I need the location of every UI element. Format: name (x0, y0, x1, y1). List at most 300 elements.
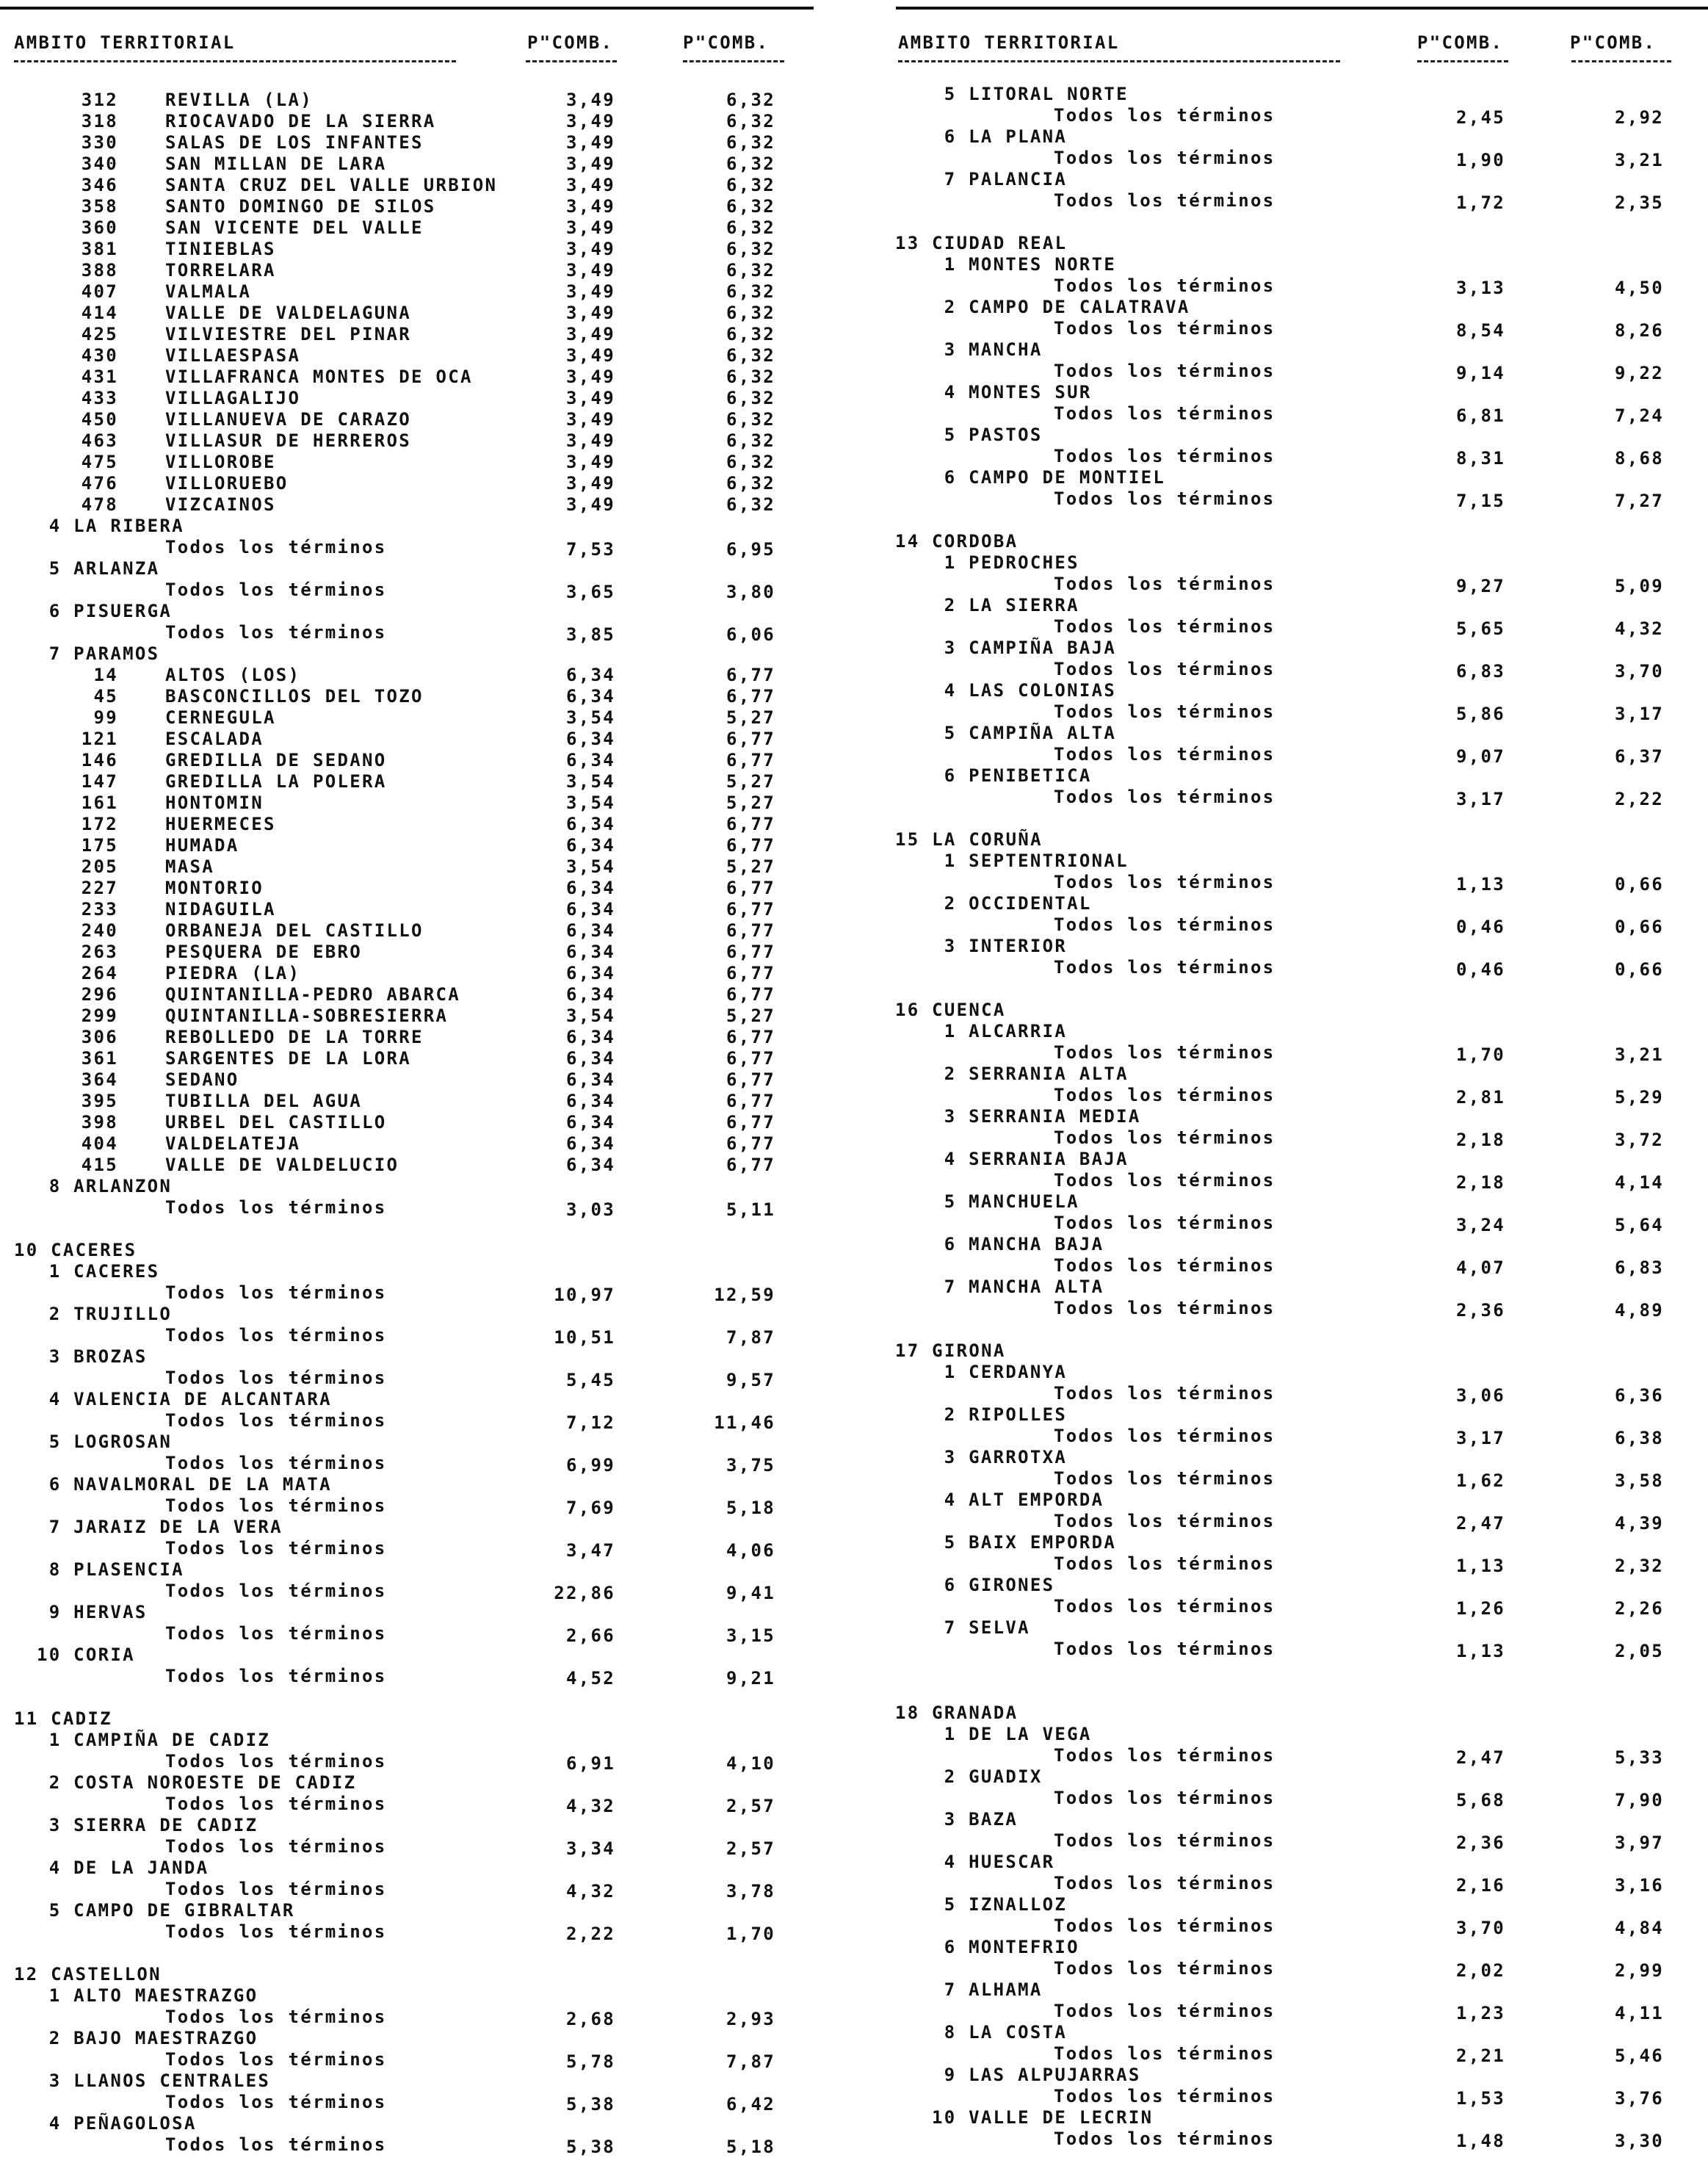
comarca-name: SEPTENTRIONAL (969, 851, 1129, 871)
value-pcomb-2: 7,87 (726, 1327, 775, 1348)
province-row (889, 1340, 1708, 1362)
municipio-code: 205 (81, 856, 118, 877)
comarca-row (889, 1575, 1708, 1596)
value-pcomb-1: 3,49 (566, 217, 615, 238)
municipio-row (0, 814, 815, 835)
value-pcomb-2: 6,77 (726, 1027, 775, 1047)
value-pcomb-1: 6,34 (566, 984, 615, 1005)
todos-row (0, 579, 815, 601)
value-pcomb-1: 1,70 (1456, 1044, 1505, 1065)
todos-label: Todos los términos (165, 1538, 387, 1559)
comarca-code: 4 (48, 516, 62, 536)
value-pcomb-2: 3,70 (1615, 661, 1664, 682)
municipio-code: 381 (81, 239, 118, 259)
comarca-code: 7 (944, 1617, 957, 1638)
value-pcomb-2: 2,35 (1615, 192, 1664, 213)
value-pcomb-2: 5,33 (1615, 1747, 1664, 1768)
value-pcomb-2: 2,93 (726, 2009, 775, 2029)
value-pcomb-1: 6,34 (566, 1133, 615, 1154)
value-pcomb-2: 4,50 (1615, 278, 1664, 298)
province-row (889, 233, 1708, 254)
comarca-code: 2 (48, 1304, 62, 1324)
todos-label: Todos los términos (1054, 275, 1275, 296)
todos-row (889, 872, 1708, 893)
todos-label: Todos los términos (165, 2049, 387, 2070)
todos-row (889, 914, 1708, 936)
comarca-row (889, 2107, 1708, 2128)
value-pcomb-2: 3,58 (1615, 1470, 1664, 1491)
comarca-row (0, 1431, 815, 1453)
value-pcomb-2: 3,17 (1615, 704, 1664, 724)
municipio-row (0, 345, 815, 366)
value-pcomb-2: 3,16 (1615, 1875, 1664, 1896)
value-pcomb-2: 6,32 (726, 217, 775, 238)
comarca-name: PEDROCHES (969, 552, 1079, 573)
todos-label: Todos los términos (1054, 2086, 1275, 2106)
municipio-name: SAN MILLAN DE LARA (165, 154, 387, 174)
municipio-row (0, 196, 815, 217)
todos-label: Todos los términos (1054, 2001, 1275, 2021)
comarca-code: 2 (944, 297, 957, 317)
province-row (889, 531, 1708, 552)
header-dash (1417, 60, 1508, 62)
value-pcomb-1: 8,31 (1456, 448, 1505, 469)
todos-row (889, 361, 1708, 382)
value-pcomb-2: 6,32 (726, 260, 775, 281)
value-pcomb-1: 7,69 (566, 1498, 615, 1518)
todos-row (0, 1794, 815, 1815)
value-pcomb-1: 3,49 (566, 196, 615, 217)
municipio-row (0, 1069, 815, 1091)
value-pcomb-1: 6,91 (566, 1753, 615, 1774)
comarca-code: 9 (944, 2065, 957, 2085)
value-pcomb-2: 3,21 (1615, 1044, 1664, 1065)
municipio-code: 306 (81, 1027, 118, 1047)
comarca-code: 3 (944, 339, 957, 360)
comarca-name: ALCARRIA (969, 1021, 1068, 1041)
value-pcomb-1: 6,34 (566, 920, 615, 941)
comarca-name: LA PLANA (969, 126, 1068, 147)
todos-row (0, 1368, 815, 1389)
comarca-row (0, 1602, 815, 1623)
comarca-code: 2 (944, 1404, 957, 1425)
municipio-name: TUBILLA DEL AGUA (165, 1091, 362, 1111)
comarca-row (889, 723, 1708, 744)
todos-row (889, 1170, 1708, 1191)
value-pcomb-1: 4,32 (566, 1881, 615, 1902)
comarca-code: 1 (48, 1730, 62, 1750)
todos-label: Todos los términos (1054, 1639, 1275, 1659)
municipio-row (0, 750, 815, 771)
comarca-name: LA RIBERA (73, 516, 184, 536)
value-pcomb-2: 12,59 (714, 1285, 775, 1305)
comarca-name: TRUJILLO (73, 1304, 173, 1324)
municipio-name: VILVIESTRE DEL PINAR (165, 324, 411, 344)
value-pcomb-1: 3,65 (566, 582, 615, 602)
value-pcomb-2: 3,80 (726, 582, 775, 602)
value-pcomb-2: 6,77 (726, 1133, 775, 1154)
value-pcomb-1: 5,68 (1456, 1790, 1505, 1810)
municipio-code: 431 (81, 366, 118, 387)
value-pcomb-1: 4,52 (566, 1668, 615, 1689)
comarca-name: PARAMOS (73, 643, 160, 664)
value-pcomb-2: 6,77 (726, 942, 775, 962)
value-pcomb-2: 6,77 (726, 665, 775, 685)
value-pcomb-2: 3,15 (726, 1625, 775, 1646)
municipio-code: 227 (81, 878, 118, 898)
value-pcomb-1: 3,49 (566, 494, 615, 515)
comarca-code: 7 (944, 1979, 957, 2000)
value-pcomb-2: 6,38 (1615, 1428, 1664, 1448)
value-pcomb-1: 5,38 (566, 2137, 615, 2157)
comarca-row (0, 2070, 815, 2092)
todos-row (0, 1666, 815, 1687)
todos-row (0, 1623, 815, 1644)
municipio-code: 147 (81, 771, 118, 792)
value-pcomb-1: 3,70 (1456, 1918, 1505, 1938)
comarca-code: 1 (944, 1021, 957, 1041)
comarca-code: 9 (48, 1602, 62, 1622)
municipio-code: 318 (81, 111, 118, 131)
municipio-row (0, 111, 815, 132)
todos-row (889, 701, 1708, 723)
municipio-row (0, 473, 815, 494)
municipio-code: 175 (81, 835, 118, 856)
blank-row (889, 1681, 1708, 1702)
value-pcomb-2: 3,78 (726, 1881, 775, 1902)
value-pcomb-2: 6,77 (726, 899, 775, 920)
todos-label: Todos los términos (1054, 318, 1275, 339)
value-pcomb-1: 3,49 (566, 345, 615, 366)
todos-row (889, 446, 1708, 467)
comarca-code: 7 (944, 169, 957, 189)
value-pcomb-2: 6,32 (726, 90, 775, 110)
value-pcomb-2: 5,46 (1615, 2045, 1664, 2066)
value-pcomb-1: 6,34 (566, 814, 615, 834)
comarca-name: HERVAS (73, 1602, 148, 1622)
municipio-name: SANTA CRUZ DEL VALLE URBION (165, 175, 498, 195)
comarca-row (889, 1766, 1708, 1788)
comarca-code: 5 (944, 723, 957, 743)
province-row (889, 829, 1708, 851)
value-pcomb-2: 4,11 (1615, 2003, 1664, 2023)
todos-label: Todos los términos (1054, 1511, 1275, 1531)
comarca-code: 5 (48, 1900, 62, 1921)
municipio-row (0, 388, 815, 409)
todos-label: Todos los términos (1054, 1255, 1275, 1276)
todos-row (889, 318, 1708, 339)
municipio-code: 463 (81, 430, 118, 451)
todos-row (889, 1639, 1708, 1660)
header-ambito: AMBITO TERRITORIAL (898, 32, 1120, 53)
value-pcomb-1: 1,23 (1456, 2003, 1505, 2023)
todos-row (0, 1879, 815, 1900)
municipio-name: HUERMECES (165, 814, 276, 834)
value-pcomb-2: 7,90 (1615, 1790, 1664, 1810)
todos-label: Todos los términos (165, 1368, 387, 1388)
comarca-code: 5 (944, 425, 957, 445)
municipio-row (0, 366, 815, 388)
comarca-code: 8 (48, 1559, 62, 1580)
todos-label: Todos los términos (1054, 1298, 1275, 1318)
comarca-code: 3 (48, 1815, 62, 1835)
comarca-row (0, 1304, 815, 1325)
todos-row (889, 1553, 1708, 1575)
todos-label: Todos los términos (1054, 1170, 1275, 1191)
value-pcomb-1: 3,47 (566, 1540, 615, 1561)
todos-label: Todos los términos (1054, 1830, 1275, 1851)
value-pcomb-1: 3,49 (566, 409, 615, 430)
todos-row (889, 1085, 1708, 1106)
value-pcomb-2: 5,27 (726, 707, 775, 728)
header-dash (683, 60, 784, 62)
value-pcomb-2: 6,32 (726, 430, 775, 451)
todos-label: Todos los términos (1054, 488, 1275, 509)
comarca-code: 1 (48, 1261, 62, 1282)
value-pcomb-1: 2,66 (566, 1625, 615, 1646)
value-pcomb-2: 3,30 (1615, 2131, 1664, 2151)
municipio-name: SARGENTES DE LA LORA (165, 1048, 411, 1069)
comarca-name: CORIA (73, 1644, 135, 1665)
comarca-row (889, 893, 1708, 914)
todos-label: Todos los términos (1054, 361, 1275, 381)
municipio-name: NIDAGUILA (165, 899, 276, 920)
comarca-code: 2 (48, 1772, 62, 1793)
value-pcomb-2: 6,32 (726, 303, 775, 323)
comarca-name: NAVALMORAL DE LA MATA (73, 1474, 332, 1495)
comarca-row (889, 595, 1708, 616)
municipio-name: CERNEGULA (165, 707, 276, 728)
comarca-name: GUADIX (969, 1766, 1043, 1787)
todos-label: Todos los términos (165, 1921, 387, 1942)
value-pcomb-1: 6,34 (566, 963, 615, 983)
value-pcomb-2: 3,21 (1615, 150, 1664, 170)
municipio-row (0, 899, 815, 920)
municipio-row (0, 430, 815, 452)
value-pcomb-1: 6,83 (1456, 661, 1505, 682)
province-name: GRANADA (932, 1702, 1018, 1723)
value-pcomb-2: 6,32 (726, 111, 775, 131)
municipio-name: SANTO DOMINGO DE SILOS (165, 196, 436, 217)
comarca-code: 8 (48, 1176, 62, 1196)
municipio-name: SALAS DE LOS INFANTES (165, 132, 424, 153)
value-pcomb-2: 6,32 (726, 409, 775, 430)
value-pcomb-2: 6,32 (726, 239, 775, 259)
value-pcomb-1: 2,18 (1456, 1130, 1505, 1150)
todos-label: Todos los términos (1054, 1745, 1275, 1766)
municipio-code: 172 (81, 814, 118, 834)
municipio-code: 414 (81, 303, 118, 323)
comarca-code: 4 (944, 1149, 957, 1169)
comarca-row (0, 1261, 815, 1282)
header-pcomb-1: P"COMB. (527, 32, 614, 53)
municipio-code: 299 (81, 1005, 118, 1026)
value-pcomb-1: 3,49 (566, 132, 615, 153)
value-pcomb-1: 6,34 (566, 686, 615, 707)
todos-label: Todos los términos (1054, 701, 1275, 722)
value-pcomb-1: 2,22 (566, 1924, 615, 1944)
comarca-row (889, 1277, 1708, 1298)
todos-label: Todos los términos (165, 1325, 387, 1346)
comarca-name: CERDANYA (969, 1362, 1068, 1382)
municipio-row (0, 878, 815, 899)
comarca-row (889, 1191, 1708, 1213)
header-dash (526, 60, 617, 62)
comarca-row (889, 1021, 1708, 1042)
municipio-name: URBEL DEL CASTILLO (165, 1112, 387, 1133)
value-pcomb-1: 3,49 (566, 324, 615, 344)
blank-row (889, 1319, 1708, 1340)
value-pcomb-1: 3,49 (566, 175, 615, 195)
municipio-name: ORBANEJA DEL CASTILLO (165, 920, 424, 941)
comarca-name: IZNALLOZ (969, 1894, 1068, 1915)
comarca-row (0, 1857, 815, 1879)
comarca-name: PALANCIA (969, 169, 1068, 189)
value-pcomb-2: 11,46 (714, 1412, 775, 1433)
comarca-name: SELVA (969, 1617, 1030, 1638)
municipio-code: 398 (81, 1112, 118, 1133)
province-code: 14 (895, 531, 920, 552)
municipio-code: 404 (81, 1133, 118, 1154)
todos-row (889, 1298, 1708, 1319)
value-pcomb-2: 2,26 (1615, 1598, 1664, 1619)
province-name: CIUDAD REAL (932, 233, 1068, 253)
todos-label: Todos los términos (1054, 1596, 1275, 1617)
value-pcomb-1: 3,49 (566, 281, 615, 302)
blank-row (889, 510, 1708, 531)
municipio-name: PESQUERA DE EBRO (165, 942, 362, 962)
value-pcomb-2: 3,97 (1615, 1832, 1664, 1853)
todos-label: Todos los términos (1054, 659, 1275, 679)
comarca-name: BAJO MAESTRAZGO (73, 2028, 258, 2048)
comarca-name: SERRANIA ALTA (969, 1064, 1129, 1084)
comarca-code: 1 (48, 1985, 62, 2006)
todos-label: Todos los términos (1054, 872, 1275, 892)
value-pcomb-1: 7,15 (1456, 491, 1505, 511)
municipio-row (0, 1048, 815, 1069)
value-pcomb-1: 1,13 (1456, 1556, 1505, 1576)
municipio-name: SAN VICENTE DEL VALLE (165, 217, 424, 238)
value-pcomb-1: 5,86 (1456, 704, 1505, 724)
todos-label: Todos los términos (165, 1794, 387, 1814)
value-pcomb-1: 3,49 (566, 430, 615, 451)
comarca-row (889, 339, 1708, 361)
todos-label: Todos los términos (165, 1453, 387, 1473)
municipio-code: 233 (81, 899, 118, 920)
municipio-code: 312 (81, 90, 118, 110)
value-pcomb-2: 2,92 (1615, 107, 1664, 128)
todos-label: Todos los términos (1054, 914, 1275, 935)
header-dash (1571, 60, 1671, 62)
comarca-row (889, 1489, 1708, 1511)
todos-label: Todos los términos (1054, 1085, 1275, 1105)
todos-row (889, 1426, 1708, 1447)
value-pcomb-1: 3,17 (1456, 789, 1505, 809)
municipio-code: 364 (81, 1069, 118, 1090)
municipio-row (0, 494, 815, 516)
comarca-name: COSTA NOROESTE DE CADIZ (73, 1772, 357, 1793)
value-pcomb-1: 3,54 (566, 792, 615, 813)
municipio-code: 433 (81, 388, 118, 408)
municipio-code: 478 (81, 494, 118, 515)
todos-row (889, 1127, 1708, 1149)
municipio-row (0, 1155, 815, 1176)
todos-label: Todos los términos (1054, 957, 1275, 978)
value-pcomb-1: 10,97 (554, 1285, 615, 1305)
todos-row (889, 148, 1708, 169)
value-pcomb-2: 6,95 (726, 539, 775, 560)
todos-row (889, 1596, 1708, 1617)
province-row (0, 1964, 815, 1985)
todos-row (889, 2001, 1708, 2022)
value-pcomb-1: 6,99 (566, 1455, 615, 1476)
todos-row (889, 1042, 1708, 1064)
value-pcomb-2: 5,64 (1615, 1215, 1664, 1235)
comarca-row (0, 1346, 815, 1368)
comarca-row (889, 851, 1708, 872)
value-pcomb-2: 7,24 (1615, 405, 1664, 426)
value-pcomb-1: 6,34 (566, 1069, 615, 1090)
todos-label: Todos los términos (165, 2134, 387, 2155)
comarca-row (889, 1894, 1708, 1915)
todos-row (889, 1468, 1708, 1489)
municipio-name: QUINTANILLA-SOBRESIERRA (165, 1005, 449, 1026)
header-pcomb-1: P"COMB. (1417, 32, 1504, 53)
right-column (889, 0, 1708, 2163)
value-pcomb-2: 6,77 (726, 1069, 775, 1090)
value-pcomb-2: 9,57 (726, 1370, 775, 1390)
value-pcomb-1: 3,85 (566, 624, 615, 645)
comarca-code: 7 (48, 643, 62, 664)
municipio-name: RIOCAVADO DE LA SIERRA (165, 111, 436, 131)
value-pcomb-2: 6,77 (726, 1048, 775, 1069)
municipio-code: 430 (81, 345, 118, 366)
comarca-name: CAMPO DE GIBRALTAR (73, 1900, 295, 1921)
todos-label: Todos los términos (165, 1623, 387, 1644)
value-pcomb-2: 3,72 (1615, 1130, 1664, 1150)
value-pcomb-1: 2,21 (1456, 2045, 1505, 2066)
municipio-name: VALLE DE VALDELAGUNA (165, 303, 411, 323)
value-pcomb-1: 3,49 (566, 452, 615, 472)
comarca-name: CAMPO DE CALATRAVA (969, 297, 1190, 317)
comarca-code: 6 (944, 467, 957, 488)
value-pcomb-1: 0,46 (1456, 917, 1505, 937)
todos-row (889, 2043, 1708, 2065)
todos-row (889, 574, 1708, 595)
municipio-name: BASCONCILLOS DEL TOZO (165, 686, 424, 707)
value-pcomb-1: 9,27 (1456, 576, 1505, 596)
comarca-name: ALTO MAESTRAZGO (73, 1985, 258, 2006)
todos-row (0, 1410, 815, 1431)
municipio-name: VILLORUEBO (165, 473, 289, 494)
comarca-code: 3 (944, 638, 957, 658)
todos-row (889, 488, 1708, 510)
value-pcomb-1: 1,13 (1456, 874, 1505, 895)
comarca-row (889, 1979, 1708, 2001)
value-pcomb-2: 6,77 (726, 750, 775, 770)
municipio-row (0, 686, 815, 707)
value-pcomb-1: 3,54 (566, 771, 615, 792)
value-pcomb-1: 3,54 (566, 707, 615, 728)
comarca-name: PISUERGA (73, 601, 173, 621)
value-pcomb-1: 10,51 (554, 1327, 615, 1348)
comarca-row (0, 1815, 815, 1836)
todos-row (0, 1453, 815, 1474)
todos-row (889, 105, 1708, 126)
comarca-name: ARLANZA (73, 558, 160, 579)
municipio-code: 340 (81, 154, 118, 174)
comarca-code: 3 (944, 1809, 957, 1830)
